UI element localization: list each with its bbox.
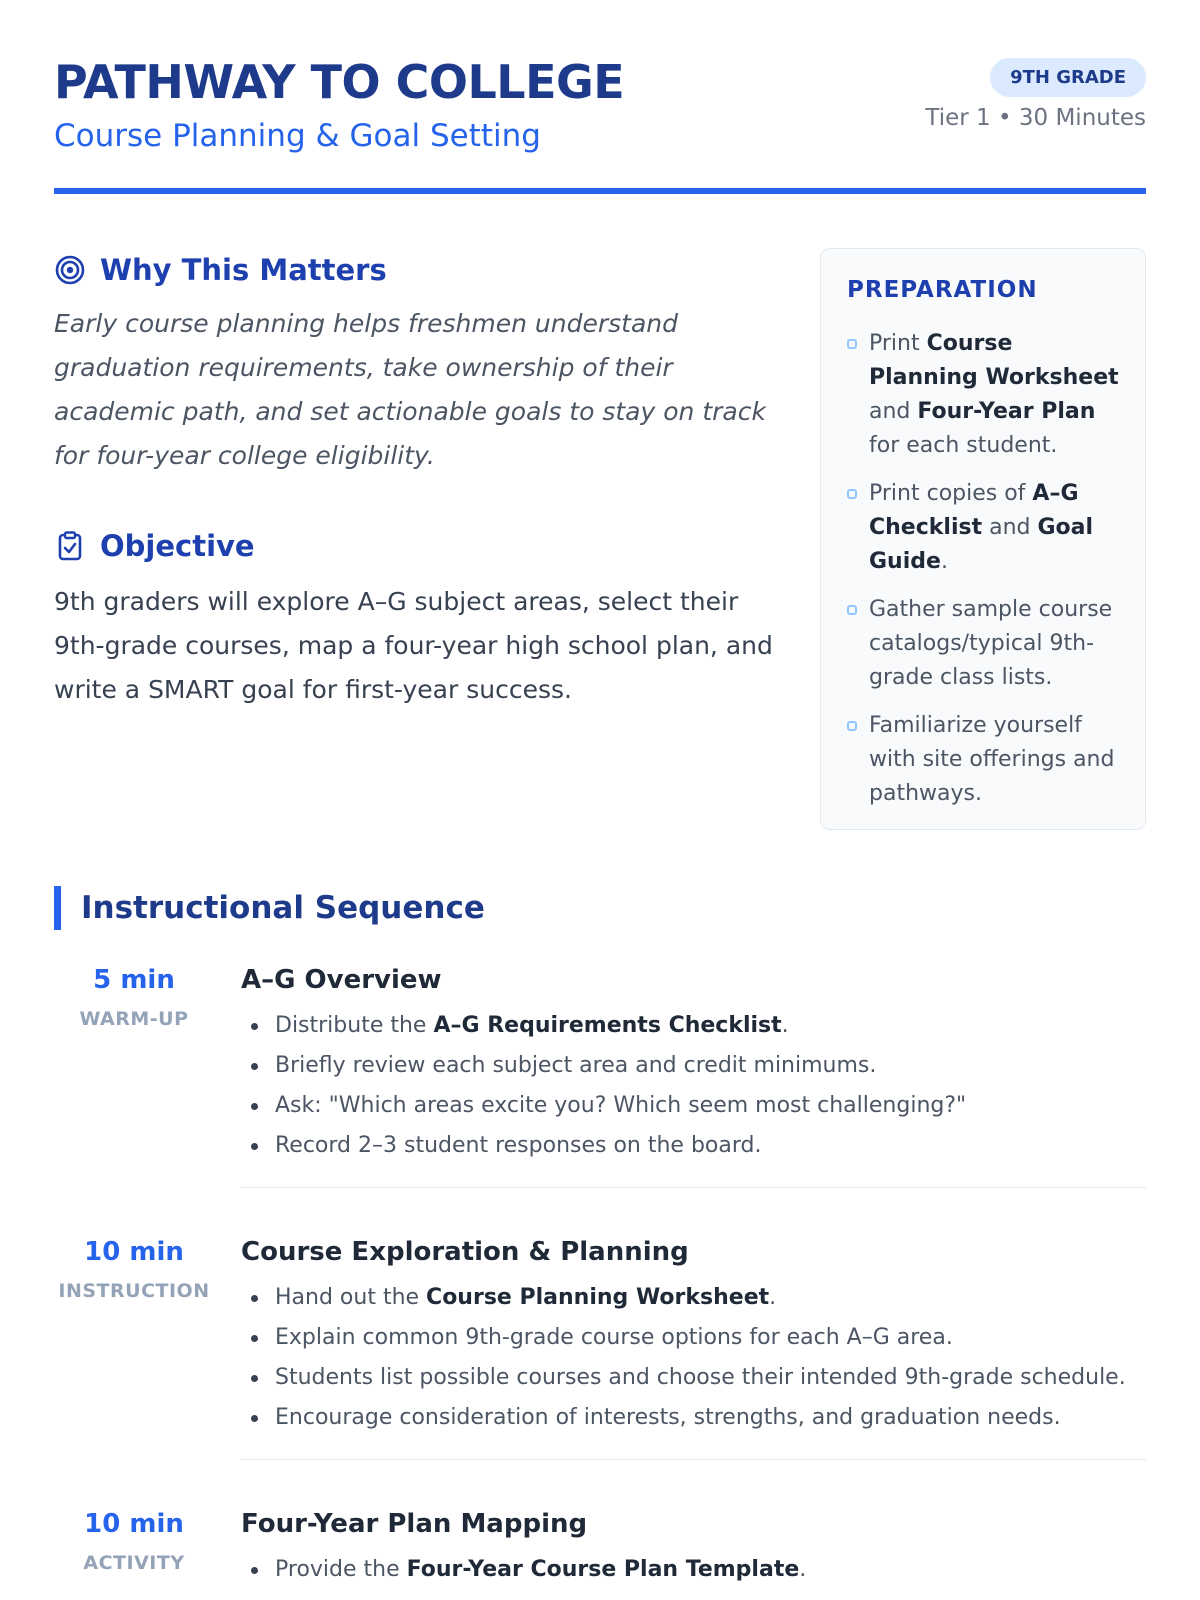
sequence-heading: Instructional Sequence: [81, 890, 485, 926]
step-bullet-item: Ask: "Which areas excite you? Which seem most challenging?": [241, 1086, 1146, 1126]
step-bullet-list: [241, 1006, 1146, 1166]
step-bullet-item: Distribute the A–G Requirements Checklist.: [241, 1006, 1146, 1046]
objective-text: 9th graders will explore A–G subject areas, select their 9th-grade courses, map a four-year high school plan, and write a SMART goal for first-year success.: [54, 587, 773, 704]
square-bullet-icon: [847, 339, 857, 349]
step-time-block: [54, 1234, 214, 1302]
preparation-item: [847, 593, 1125, 695]
objective-heading-row: [54, 526, 774, 566]
step-duration: 5 min: [93, 965, 175, 995]
step-bullet-item: Encourage consideration of interests, strengths, and graduation needs.: [241, 1398, 1146, 1438]
page-subtitle: Course Planning & Goal Setting: [54, 118, 541, 154]
step-bullet-list: [241, 1278, 1146, 1438]
emphasis-text: A–G Requirements Checklist: [433, 1013, 782, 1038]
emphasis-text: Course Planning Worksheet: [426, 1285, 770, 1310]
step-bullet-list: [241, 1550, 1146, 1590]
step-title: Course Exploration & Planning: [241, 1237, 689, 1267]
emphasis-text: Goal Guide: [869, 515, 1094, 574]
why-heading: Why This Matters: [100, 253, 387, 287]
emphasis-text: Four-Year Course Plan Template: [406, 1557, 800, 1582]
page-header: [54, 50, 1146, 194]
why-heading-row: [54, 250, 774, 290]
emphasis-text: Course Planning Worksheet: [869, 331, 1119, 390]
grade-badge: 9TH GRADE: [990, 58, 1146, 97]
step-time-block: [54, 962, 214, 1030]
preparation-item-text: Print Course Planning Worksheet and Four-Year Plan for each student.: [869, 331, 1119, 458]
step-phase: ACTIVITY: [83, 1552, 185, 1574]
step-divider: [240, 1187, 1146, 1188]
step-bullet-item: Hand out the Course Planning Worksheet.: [241, 1278, 1146, 1318]
emphasis-text: Four-Year Plan: [917, 399, 1096, 424]
step-duration: 10 min: [84, 1237, 184, 1267]
step-bullet-item: Provide the Four-Year Course Plan Template.: [241, 1550, 1146, 1590]
step-divider: [240, 1459, 1146, 1460]
step-body: [241, 1234, 1146, 1438]
preparation-list: [847, 327, 1125, 811]
step-bullet-item: Explain common 9th-grade course options for each A–G area.: [241, 1318, 1146, 1358]
target-icon: [54, 254, 86, 286]
step-bullet-item: Students list possible courses and choose their intended 9th-grade schedule.: [241, 1358, 1146, 1398]
step-bullet-item: Record 2–3 student responses on the board.: [241, 1126, 1146, 1166]
sequence-heading-row: [54, 886, 485, 930]
preparation-heading: PREPARATION: [847, 277, 1038, 303]
step-phase: WARM-UP: [79, 1008, 189, 1030]
step-bullet-item: Briefly review each subject area and credit minimums.: [241, 1046, 1146, 1086]
square-bullet-icon: [847, 489, 857, 499]
preparation-item-text: Gather sample course catalogs/typical 9th-grade class lists.: [869, 597, 1113, 690]
preparation-item: [847, 477, 1125, 579]
page-title: PATHWAY TO COLLEGE: [54, 55, 625, 109]
emphasis-text: A–G Checklist: [869, 481, 1079, 540]
preparation-item-text: Familiarize yourself with site offerings and pathways.: [869, 713, 1115, 806]
square-bullet-icon: [847, 721, 857, 731]
step-body: [241, 962, 1146, 1166]
step-title: Four-Year Plan Mapping: [241, 1509, 588, 1539]
square-bullet-icon: [847, 605, 857, 615]
left-column: [54, 250, 774, 712]
preparation-item-text: Print copies of A–G Checklist and Goal Guide.: [869, 481, 1094, 574]
step-time-block: [54, 1506, 214, 1574]
preparation-card: [820, 248, 1146, 830]
preparation-item: [847, 327, 1125, 463]
preparation-item: [847, 709, 1125, 811]
objective-heading: Objective: [100, 529, 255, 563]
tier-duration: Tier 1 • 30 Minutes: [925, 105, 1146, 131]
step-body: [241, 1506, 1146, 1590]
step-title: A–G Overview: [241, 965, 442, 995]
step-phase: INSTRUCTION: [58, 1280, 210, 1302]
clipboard-check-icon: [54, 530, 86, 562]
why-text: Early course planning helps freshmen understand graduation requirements, take ownership of their academic path, and set actionable goals to stay on track for four-year college eligibility.: [54, 309, 766, 470]
step-duration: 10 min: [84, 1509, 184, 1539]
